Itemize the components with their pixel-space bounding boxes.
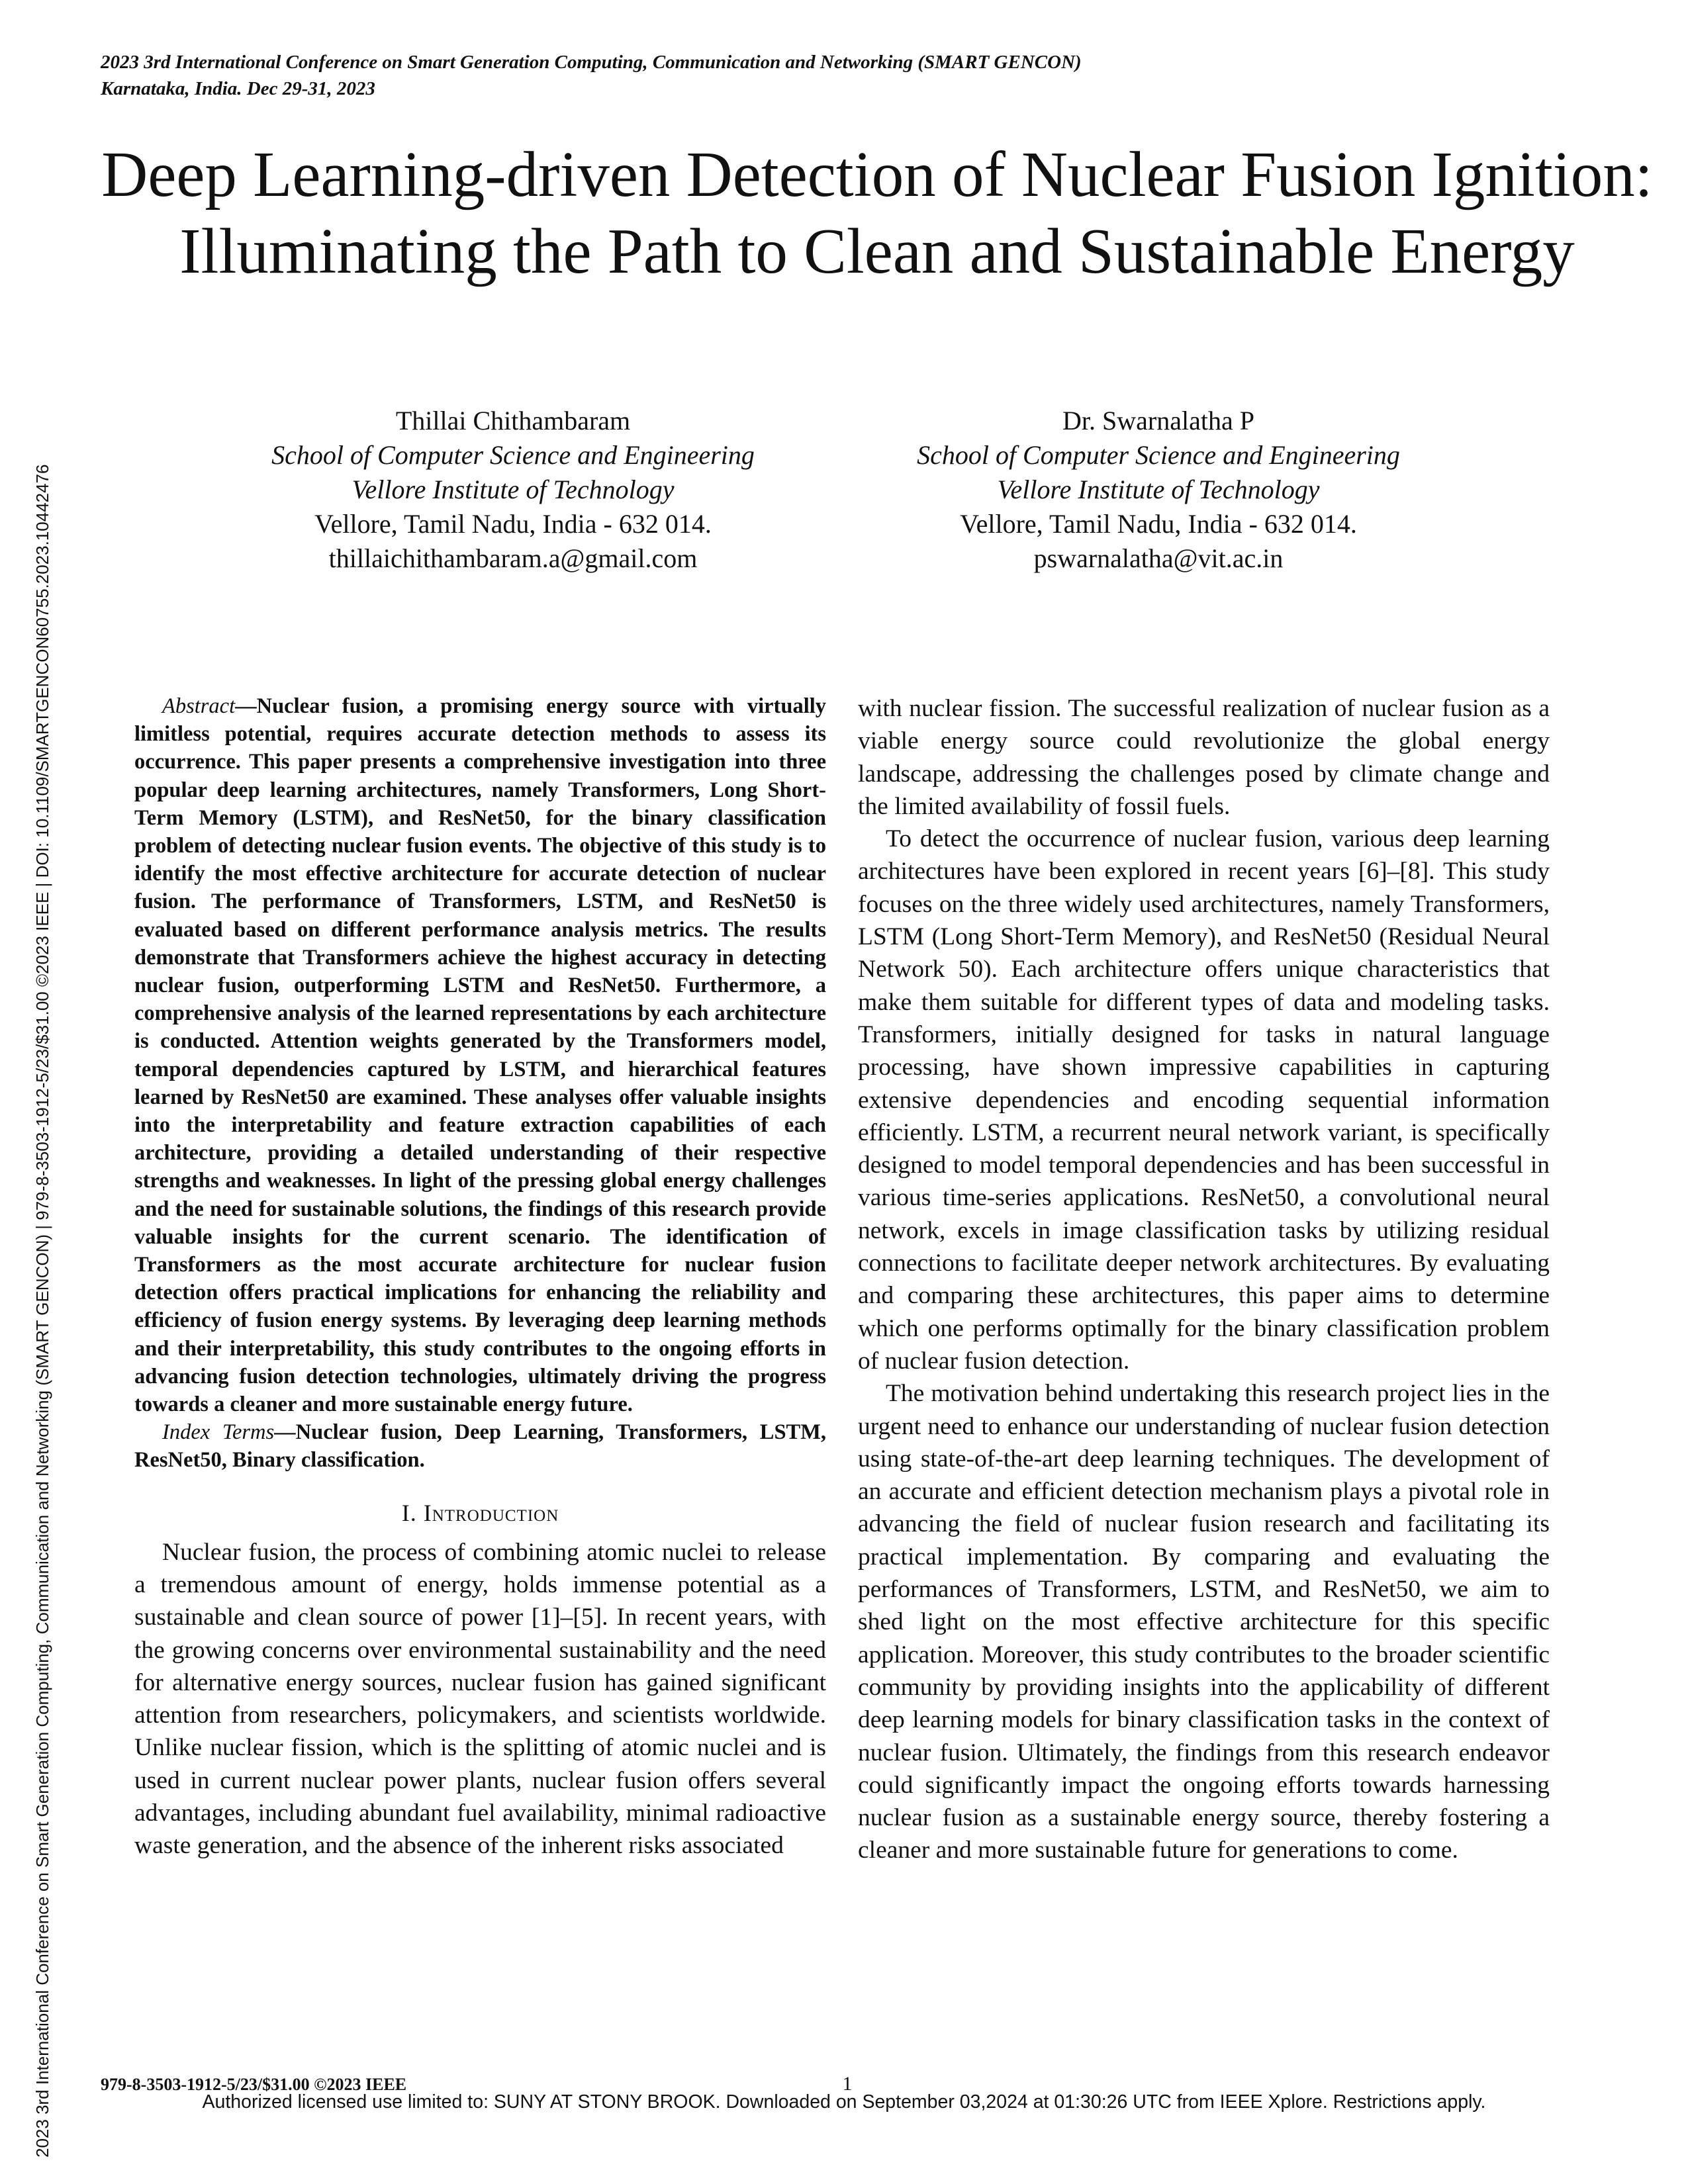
conference-name: 2023 3rd International Conference on Smart Generation Computing, Communication and Networking (SMART GENCON) — [101, 52, 1082, 73]
conference-header — [101, 49, 1590, 102]
author-school: School of Computer Science and Engineering — [917, 440, 1400, 470]
conference-location: Karnataka, India. Dec 29-31, 2023 — [101, 78, 375, 99]
footer-isbn: 979-8-3503-1912-5/23/$31.00 ©2023 IEEE — [101, 2075, 407, 2094]
author-address: Vellore, Tamil Nadu, India - 632 014. — [314, 509, 712, 539]
index-terms-label: Index Terms — [162, 1420, 275, 1445]
index-terms-text: —Nuclear fusion, Deep Learning, Transformers, LSTM, ResNet50, Binary classification. — [134, 1420, 826, 1473]
page-number: 1 — [842, 2073, 853, 2095]
right-column — [858, 692, 1550, 1867]
intro-paragraph-1: Nuclear fusion, the process of combining atomic nuclei to release a tremendous amount of energy, holds immense potential as a sustainable and clean source of power [1]–[5]. In recent years, with the growing concerns over environmental sustainability and the need for alternative energy sources, nuclear fusion has gained significant attention from researchers, policymakers, and scientists worldwide. Unlike nuclear fission, which is the splitting of atomic nuclei and is used in current nuclear power plants, nuclear fusion offers several advantages, including abundant fuel availability, minimal radioactive waste generation, and the absence of the inherent risks associated — [134, 1538, 826, 1860]
author-email: pswarnalatha@vit.ac.in — [1033, 543, 1284, 573]
author-name: Dr. Swarnalatha P — [1062, 406, 1254, 435]
abstract — [134, 692, 826, 1418]
author-school: School of Computer Science and Engineering — [271, 440, 755, 470]
abstract-text: —Nuclear fusion, a promising energy source with virtually limitless potential, requires accurate detection methods to assess its occurrence. This paper presents a comprehensive investigation into three popular deep learning architectures, namely Transformers, Long Short-Term Memory (LSTM), and ResNet50, for the binary classification problem of detecting nuclear fusion events. The objective of this study is to identify the most effective architecture for accurate detection of nuclear fusion. The performance of Transformers, LSTM, and ResNet50 is evaluated based on different performance analysis metrics. The results demonstrate that Transformers achieve the highest accuracy in detecting nuclear fusion, outperforming LSTM and ResNet50. Furthermore, a comprehensive analysis of the learned representations by each architecture is conducted. Attention weights generated by the Transformers model, temporal dependencies captured by LSTM, and hierarchical features learned by ResNet50 are examined. These analyses offer valuable insights into the interpretability and feature extraction capabilities of each architecture, providing a detailed understanding of their respective strengths and weaknesses. In light of the pressing global energy challenges and the need for sustainable solutions, the findings of this research provide valuable insights for the current scenario. The identification of Transformers as the most accurate architecture for nuclear fusion detection offers practical implications for enhancing the reliability and efficiency of fusion energy systems. By leveraging deep learning methods and their interpretability, this study contributes to the ongoing efforts in advancing fusion detection technologies, ultimately driving the progress towards a cleaner and more sustainable energy future. — [134, 694, 826, 1417]
author-institute: Vellore Institute of Technology — [352, 475, 675, 504]
intro-paragraph-3: The motivation behind undertaking this research project lies in the urgent need to enhance our understanding of nuclear fusion detection using state-of-the-art deep learning techniques. The development of an accurate and efficient detection mechanism plays a pivotal role in advancing the field of nuclear fusion research and facilitating its practical implementation. By comparing and evaluating the performances of Transformers, LSTM, and ResNet50, we aim to shed light on the most effective architecture for this specific application. Moreover, this study contributes to the broader scientific community by providing insights into the applicability of different deep learning models for binary classification tasks in the context of nuclear fusion. Ultimately, the findings from this research endeavor could significantly impact the ongoing efforts towards harnessing nuclear fusion as a sustainable energy source, thereby fostering a cleaner and more sustainable future for generations to come. — [858, 1380, 1550, 1864]
index-terms — [134, 1418, 826, 1474]
left-column — [134, 692, 826, 1862]
section-name: Introduction — [423, 1499, 559, 1526]
section-heading-introduction — [134, 1497, 826, 1529]
author-name: Thillai Chithambaram — [395, 406, 631, 435]
section-numeral: I. — [401, 1499, 417, 1526]
license-notice: Authorized licensed use limited to: SUNY AT STONY BROOK. Downloaded on September 03,2024 at 01:30:26 UTC from IEEE Xplore. Restrictions apply. — [202, 2091, 1486, 2113]
author-institute: Vellore Institute of Technology — [997, 475, 1320, 504]
paper-title: Deep Learning-driven Detection of Nuclear Fusion Ignition: Illuminating the Path to Clean and Sustainable Energy — [101, 139, 1653, 287]
intro-paragraph-1-continued: with nuclear fission. The successful realization of nuclear fusion as a viable energy source could revolutionize the global energy landscape, addressing the challenges posed by climate change and the limited availability of fossil fuels. — [858, 695, 1550, 820]
author-email: thillaichithambaram.a@gmail.com — [328, 543, 698, 573]
doi-side-strip: 2023 3rd International Conference on Smart Generation Computing, Communication and Networking (SMART GENCON) | 979-8-3503-1912-5/23/$31.00 ©2023 IEEE | DOI: 10.1109/SMARTGENCON60755.2023.10442476 — [32, 464, 52, 2158]
intro-paragraph-2: To detect the occurrence of nuclear fusion, various deep learning architectures have been explored in recent years [6]–[8]. This study focuses on the three widely used architectures, namely Transformers, LSTM (Long Short-Term Memory), and ResNet50 (Residual Neural Network 50). Each architecture offers unique characteristics that make them suitable for different types of data and modeling tasks. Transformers, initially designed for tasks in natural language processing, have shown impressive capabilities in capturing extensive dependencies and encoding sequential information efficiently. LSTM, a recurrent neural network variant, is specifically designed to model temporal dependencies and has been successful in various time-series applications. ResNet50, a convolutional neural network, excels in image classification tasks by utilizing residual connections to facilitate deeper network architectures. By evaluating and comparing these architectures, this paper aims to determine which one performs optimally for the binary classification problem of nuclear fusion detection. — [858, 825, 1550, 1375]
author-block-2 — [861, 404, 1456, 576]
author-address: Vellore, Tamil Nadu, India - 632 014. — [960, 509, 1357, 539]
abstract-label: Abstract — [162, 694, 236, 718]
author-block-1 — [215, 404, 811, 576]
